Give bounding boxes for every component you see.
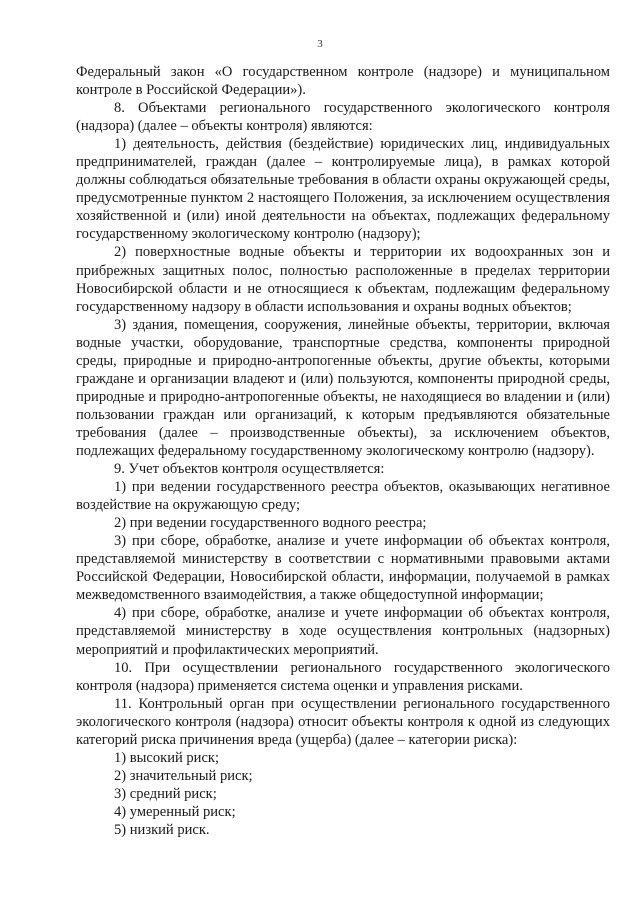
paragraph-item-9-1: 1) при ведении государственного реестра объектов, оказывающих негативное воздействие на окружающую среду; [76, 479, 610, 514]
paragraph-item-8-2: 2) поверхностные водные объекты и территории их водоохранных зон и прибрежных защитных полос, полностью расположенные в пределах территории Новосибирской области и не относящиеся к объектам, подлежащим федеральному государственному надзору в области использования и охраны водных объектов; [76, 244, 610, 315]
document-body [76, 63, 610, 839]
paragraph-item-8-1: 1) деятельность, действия (бездействие) юридических лиц, индивидуальных предпринимателей, граждан (далее – контролируемые лица), в рамках которой должны соблюдаться обязательные требования в области охраны окружающей среды, предусмотренные пунктом 2 настоящего Положения, за исключением осуществления хозяйственной и (или) иной деятельности на объектах, подлежащих федеральному государственному экологическому контролю (надзору); [76, 136, 610, 243]
paragraph-item-9: 9. Учет объектов контроля осуществляется: [114, 461, 385, 478]
paragraph-item-10: 10. При осуществлении регионального государственного экологического контроля (надзора) применяется система оценки и управления рисками. [76, 659, 610, 694]
risk-category-high: 1) высокий риск; [114, 749, 220, 766]
page-number: 3 [317, 38, 323, 50]
risk-category-medium: 3) средний риск; [114, 785, 217, 802]
paragraph-continuation: Федеральный закон «О государственном контроле (надзоре) и муниципальном контроле в Российской Федерации»). [76, 64, 610, 99]
paragraph-item-9-4: 4) при сборе, обработке, анализе и учете информации об объектах контроля, представляемой министерству в ходе осуществления контрольных (надзорных) мероприятий и профилактических мероприятий. [76, 605, 610, 658]
paragraph-item-9-3: 3) при сборе, обработке, анализе и учете информации об объектах контроля, представляемой министерству в соответствии с нормативными правовыми актами Российской Федерации, Новосибирской области, информации, получаемой в рамках межведомственного взаимодействия, а также общедоступной информации; [76, 533, 610, 604]
paragraph-item-8-3: 3) здания, помещения, сооружения, линейные объекты, территории, включая водные участки, оборудование, транспортные средства, компоненты природной среды, природные и природно-антропогенные объекты, другие объекты, которыми граждане и организации владеют и (или) пользуются, компоненты природной среды, природные и природно-антропогенные объекты, не находящиеся во владении и (или) пользовании граждан или организаций, к которым предъявляются обязательные требования (далее – производственные объекты), за исключением объектов, подлежащих федеральному государственному экологическому контролю (надзору). [76, 316, 610, 459]
risk-category-significant: 2) значительный риск; [114, 767, 253, 784]
paragraph-item-8: 8. Объектами регионального государственного экологического контроля (надзора) (далее – объекты контроля) являются: [76, 100, 610, 135]
paragraph-item-9-2: 2) при ведении государственного водного реестра; [114, 515, 427, 532]
risk-category-moderate: 4) умеренный риск; [114, 803, 236, 820]
paragraph-item-11: 11. Контрольный орган при осуществлении регионального государственного экологического контроля (надзора) относит объекты контроля к одной из следующих категорий риска причинения вреда (ущерба) (далее – категории риска): [76, 695, 610, 748]
risk-category-low: 5) низкий риск. [114, 821, 210, 838]
